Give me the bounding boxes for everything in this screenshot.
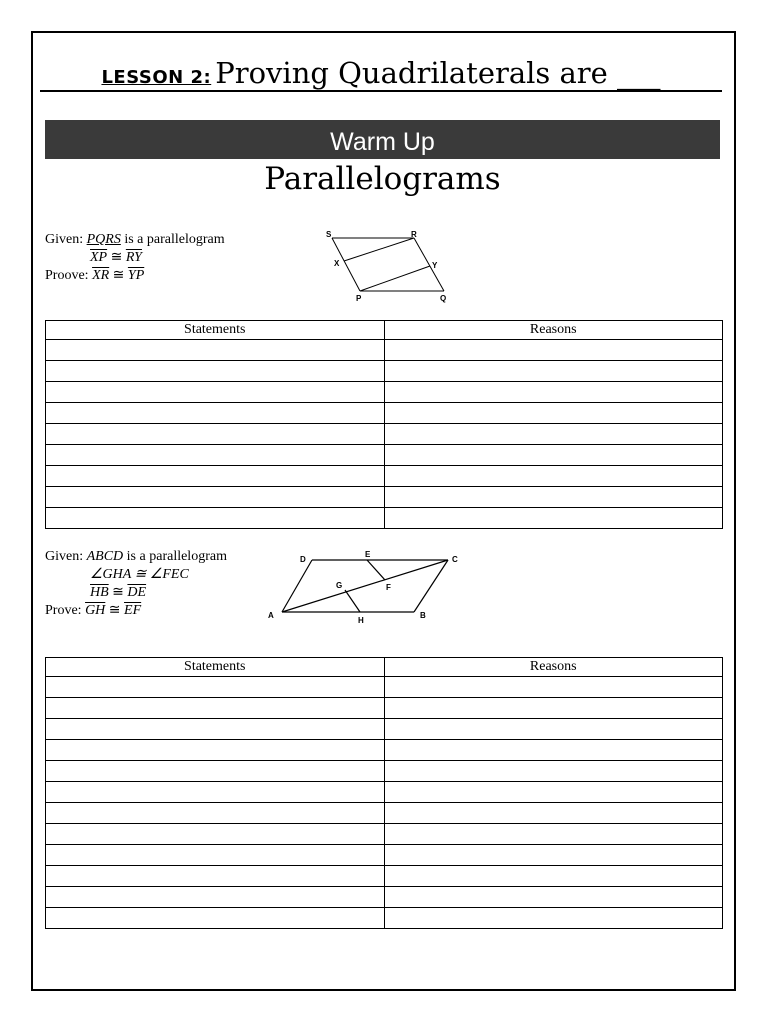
column-header-statements: Statements [46,321,385,340]
table-row [46,466,723,487]
point-label: A [268,611,274,620]
section-title: Parallelograms [264,161,501,197]
given-segment: $\overline{DE}$ [127,585,147,600]
point-label: Q [440,294,447,303]
statement-cell[interactable] [46,677,385,698]
reason-cell[interactable] [384,677,723,698]
statement-cell[interactable] [46,866,385,887]
table-row [46,719,723,740]
table-row [46,845,723,866]
reason-cell[interactable] [384,887,723,908]
given-label: Given: [45,549,84,564]
point-label: E [365,550,371,559]
reason-cell[interactable] [384,466,723,487]
table-row [46,803,723,824]
statement-cell[interactable] [46,403,385,424]
point-label: C [452,555,458,564]
table-row [46,340,723,361]
prove-segment: $\overline{XR}$ [92,268,110,283]
prove-segment: $\overline{EF}$ [124,603,142,618]
statement-cell[interactable] [46,466,385,487]
reason-cell[interactable] [384,803,723,824]
table-row [46,761,723,782]
given-segment: $\overline{XP}$ [90,250,108,265]
given-segment: $\overline{RY}$ [125,250,142,265]
prove-segment: $\overline{GH}$ [85,603,106,618]
warmup-banner: Warm Up [45,120,720,159]
lesson-title [40,56,722,92]
reason-cell[interactable] [384,824,723,845]
statement-cell[interactable] [46,487,385,508]
figure-abcd [262,548,472,628]
reason-cell[interactable] [384,740,723,761]
statement-cell[interactable] [46,340,385,361]
reason-cell[interactable] [384,698,723,719]
table-row [46,824,723,845]
table-row [46,382,723,403]
given-angles: ∠GHA ≅ ∠FEC [90,567,189,582]
point-label: F [386,583,391,592]
statement-cell[interactable] [46,782,385,803]
table-row [46,677,723,698]
statement-cell[interactable] [46,803,385,824]
prove-label: Prove: [45,603,82,618]
statement-cell[interactable] [46,824,385,845]
table-row [46,508,723,529]
point-label: G [336,581,343,590]
reason-cell[interactable] [384,866,723,887]
prove-label: Proove: [45,268,89,283]
point-label: P [356,294,362,303]
reason-cell[interactable] [384,908,723,929]
reason-cell[interactable] [384,761,723,782]
table-row [46,445,723,466]
reason-cell[interactable] [384,508,723,529]
table-row [46,361,723,382]
point-label: X [334,259,340,268]
problem1-given: Given: PQRS is a parallelogram $\overline{XP}$ ≅ $\overline{RY}$ Proove: $\overline{XR}$ ≅ $\overline{YP}$ [45,232,225,283]
statement-cell[interactable] [46,424,385,445]
statement-cell[interactable] [46,845,385,866]
reason-cell[interactable] [384,424,723,445]
reason-cell[interactable] [384,340,723,361]
statement-cell[interactable] [46,761,385,782]
statement-cell[interactable] [46,740,385,761]
table-row [46,782,723,803]
problem2-given: Given: ABCD is a parallelogram ∠GHA ≅ ∠FEC $\overline{HB}$ ≅ $\overline{DE}$ Prove: $\overline{GH}$ ≅ $\overline{EF}$ [45,549,227,618]
table-row [46,424,723,445]
statement-cell[interactable] [46,508,385,529]
statement-cell[interactable] [46,887,385,908]
statement-cell[interactable] [46,719,385,740]
reason-cell[interactable] [384,782,723,803]
reason-cell[interactable] [384,487,723,508]
statement-cell[interactable] [46,908,385,929]
statement-cell[interactable] [46,698,385,719]
figure-pqrs [318,228,458,310]
table-row [46,866,723,887]
table-row [46,887,723,908]
proof-table-1 [45,320,723,529]
reason-cell[interactable] [384,445,723,466]
reason-cell[interactable] [384,403,723,424]
proof-table-2 [45,657,723,929]
reason-cell[interactable] [384,382,723,403]
given-rest: is a parallelogram [120,232,225,247]
prove-segment: $\overline{YP}$ [127,268,145,283]
given-label: Given: [45,232,84,247]
lesson-underline [40,90,722,92]
table-row [46,487,723,508]
given-segment: $\overline{HB}$ [90,585,109,600]
column-header-statements: Statements [46,658,385,677]
statement-cell[interactable] [46,382,385,403]
point-label: B [420,611,426,620]
given-rest: is a parallelogram [123,549,227,564]
given-shape: PQRS [86,232,121,247]
table-row [46,908,723,929]
point-label: R [411,230,417,239]
table-row [46,740,723,761]
table-row [46,403,723,424]
table-row [46,698,723,719]
column-header-reasons: Reasons [384,658,723,677]
reason-cell[interactable] [384,845,723,866]
lesson-heading: Proving Quadrilaterals are ___ [215,56,661,90]
reason-cell[interactable] [384,361,723,382]
point-label: S [326,230,332,239]
statement-cell[interactable] [46,445,385,466]
given-shape: ABCD [86,549,124,564]
statement-cell[interactable] [46,361,385,382]
lesson-label: LESSON 2: [101,67,212,88]
point-label: D [300,555,306,564]
point-label: Y [432,261,438,270]
reason-cell[interactable] [384,719,723,740]
point-label: H [358,616,364,625]
column-header-reasons: Reasons [384,321,723,340]
